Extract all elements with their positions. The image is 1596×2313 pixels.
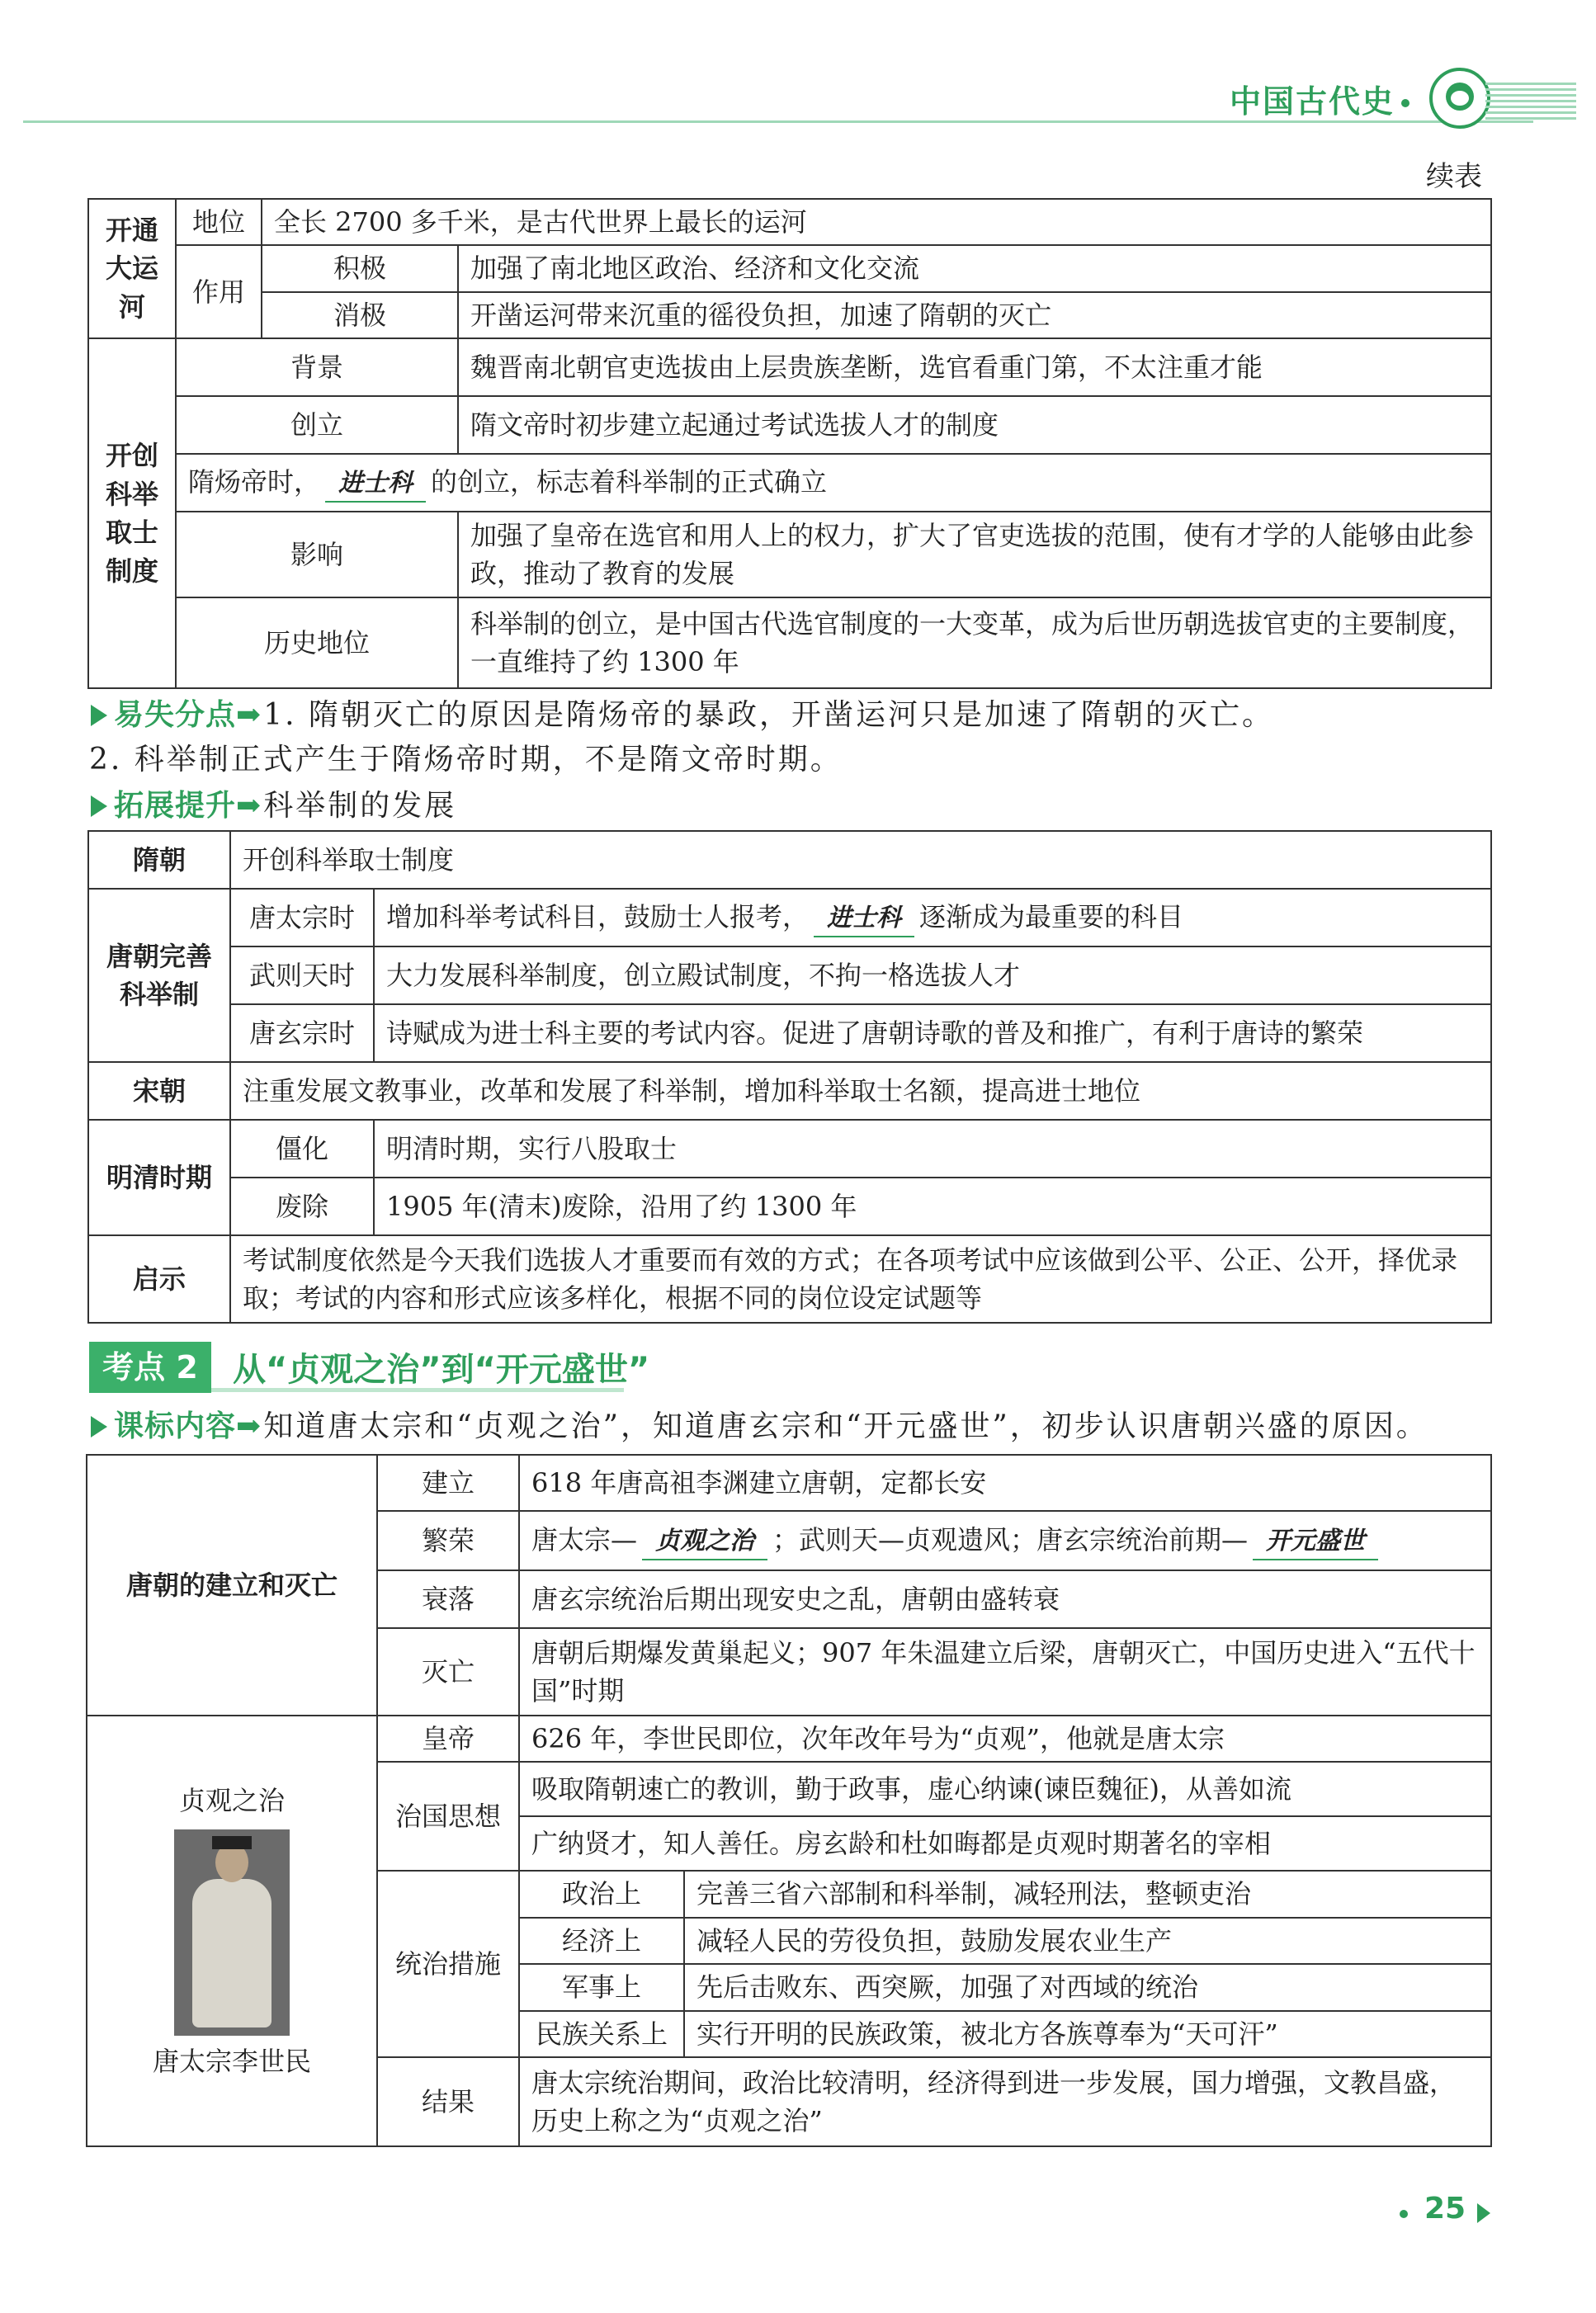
prosper-answer-2: 开元盛世 [1253,1523,1378,1561]
position-label: 地位 [176,199,262,245]
sui-text: 开创科举取士制度 [230,831,1491,889]
result-text: 唐太宗统治期间，政治比较清明，经济得到进一步发展，国力增强，文教昌盛，历史上称之为“贞观之治” [519,2057,1491,2146]
taizong-label: 唐太宗时 [230,889,374,946]
found-text: 618 年唐高祖李渊建立唐朝，定都长安 [519,1455,1491,1511]
measure-label: 统治措施 [377,1871,519,2057]
taizong-prefix: 增加科举考试科目，鼓励士人报考， [386,900,810,932]
section-title: 中国古代史 [1230,83,1395,120]
student-avatar-icon [1429,68,1490,129]
triangle-icon [91,1416,107,1437]
emperor-text: 626 年，李世民即位，次年改年号为“贞观”，他就是唐太宗 [519,1716,1491,1762]
taizong-suffix: 逐渐成为最重要的科目 [919,900,1184,932]
wuzetian-label: 武则天时 [230,946,374,1004]
politics-label: 政治上 [519,1871,684,1917]
influence-text: 加强了皇帝在选官和用人上的权力，扩大了官吏选拔的范围，使有才学的人能够由此参政，推动了教育的发展 [458,512,1491,597]
abolish-label: 废除 [230,1178,374,1235]
xuanzong-label: 唐玄宗时 [230,1004,374,1062]
mingqing-label: 明清时期 [88,1120,230,1235]
extend-tag: 拓展提升 [114,789,237,823]
portrait-caption: 唐太宗李世民 [152,2045,311,2077]
position-text: 全长 2700 多千米，是古代世界上最长的运河 [262,199,1491,245]
zhenguan-cell [87,1716,377,2146]
page-arrow-icon [1477,2203,1490,2223]
decline-label: 衰落 [377,1570,519,1628]
zhenguan-label: 贞观之治 [178,1784,285,1816]
kaodian-title: 从“贞观之治”到“开元盛世” [233,1351,650,1389]
insight-text: 考试制度依然是今天我们选拔人才重要而有效的方式；在各项考试中应该做到公平、公正、公开，择优录取；考试的内容和形式应该多样化，根据不同的岗位设定试题等 [230,1235,1491,1323]
wuzetian-text: 大力发展科举制度，创立殿试制度，不拘一格选拔人才 [374,946,1491,1004]
triangle-icon [91,795,107,817]
founding-text: 隋文帝时初步建立起通过考试选拔人才的制度 [458,396,1491,454]
prosper-mid: ；武则天—贞观遗风；唐玄宗统治前期— [772,1523,1249,1555]
exam-label: 开创科举取士制度 [88,338,176,688]
sui-table [87,198,1492,689]
background-label: 背景 [176,338,458,396]
header-stripes [1485,83,1576,120]
negative-text: 开凿运河带来沉重的徭役负担，加速了隋朝的灭亡 [458,292,1491,338]
founding-label: 创立 [176,396,458,454]
song-text: 注重发展文教事业，改革和发展了科举制，增加科举取士名额，提高进士地位 [230,1062,1491,1120]
politics-text: 完善三省六部制和科举制，减轻刑法，整顿吏治 [684,1871,1491,1917]
decline-text: 唐玄宗统治后期出现安史之乱，唐朝由盛转衰 [519,1570,1491,1628]
fall-text: 唐朝后期爆发黄巢起义；907 年朱温建立后梁，唐朝灭亡，中国历史进入“五代十国”时期 [519,1628,1491,1716]
influence-label: 影响 [176,512,458,597]
taizong-row [374,889,1491,946]
song-label: 宋朝 [88,1062,230,1120]
prosper-answer-1: 贞观之治 [642,1523,767,1561]
background-text: 魏晋南北朝官吏选拔由上层贵族垄断，选官看重门第，不太注重才能 [458,338,1491,396]
result-label: 结果 [377,2057,519,2146]
tang-label: 唐朝完善科举制 [88,889,230,1062]
taizong-answer: 进士科 [814,900,914,938]
emperor-label: 皇帝 [377,1716,519,1762]
dot-icon [1400,2210,1408,2218]
arrow-icon: ➡ [236,788,264,823]
fall-label: 灭亡 [377,1628,519,1716]
tang-table [86,1454,1492,2147]
economy-label: 经济上 [519,1918,684,1964]
positive-label: 积极 [262,245,458,291]
prosper-row [519,1511,1491,1570]
insight-label: 启示 [88,1235,230,1323]
rigid-label: 僵化 [230,1120,374,1178]
yang-prefix: 隋炀帝时， [188,465,321,498]
extend-note [91,782,456,824]
kaodian-box: 考点 2 [89,1342,211,1393]
military-text: 先后击败东、西突厥，加强了对西域的统治 [684,1964,1491,2010]
emperor-portrait [174,1829,290,2036]
mistake-tag: 易失分点 [114,698,237,732]
standard-note [91,1403,1428,1445]
abolish-text: 1905 年(清末)废除，沿用了约 1300 年 [374,1178,1491,1235]
ethnic-label: 民族关系上 [519,2011,684,2057]
arrow-icon: ➡ [236,697,264,732]
found-label: 建立 [377,1455,519,1511]
status-text: 科举制的创立，是中国古代选官制度的一大变革，成为后世历朝选拔官吏的主要制度，一直维持了约 1300 年 [458,597,1491,688]
positive-text: 加强了南北地区政治、经济和文化交流 [458,245,1491,291]
tang-founding-label: 唐朝的建立和灭亡 [87,1455,377,1716]
prosper-label: 繁荣 [377,1511,519,1570]
standard-text: 知道唐太宗和“贞观之治”，知道唐玄宗和“开元盛世”，初步认识唐朝兴盛的原因。 [263,1409,1428,1443]
rigid-text: 明清时期，实行八股取士 [374,1120,1491,1178]
page-number: 25 [1424,2192,1466,2226]
sui-label: 隋朝 [88,831,230,889]
dot-icon [1401,99,1409,107]
thought-label: 治国思想 [377,1762,519,1871]
standard-tag: 课标内容 [114,1409,237,1443]
thought-text-1: 吸取隋朝速亡的教训，勤于政事，虚心纳谏(谏臣魏征)，从善如流 [519,1762,1491,1816]
prosper-prefix: 唐太宗— [531,1523,638,1555]
economy-text: 减轻人民的劳役负担，鼓励发展农业生产 [684,1918,1491,1964]
thought-text-2: 广纳贤才，知人善任。房玄龄和杜如晦都是贞观时期著名的宰相 [519,1816,1491,1871]
mistake-note-1 [91,692,1274,734]
mistake-text-1: 1. 隋朝灭亡的原因是隋炀帝的暴政，开凿运河只是加速了隋朝的灭亡。 [263,698,1274,732]
extend-text: 科举制的发展 [263,789,457,823]
negative-label: 消极 [262,292,458,338]
xuanzong-text: 诗赋成为进士科主要的考试内容。促进了唐朝诗歌的普及和推广，有利于唐诗的繁荣 [374,1004,1491,1062]
ethnic-text: 实行开明的民族政策，被北方各族尊奉为“天可汗” [684,2011,1491,2057]
status-label: 历史地位 [176,597,458,688]
yang-suffix: 的创立，标志着科举制的正式确立 [431,465,828,498]
canal-label: 开通大运河 [88,199,176,338]
triangle-icon [91,705,107,726]
exam-development-table [87,830,1492,1324]
yang-answer: 进士科 [325,465,426,503]
yang-row [176,454,1491,512]
mistake-text-2: 2. 科举制正式产生于隋炀帝时期，不是隋文帝时期。 [89,743,843,777]
arrow-icon: ➡ [236,1409,264,1443]
military-label: 军事上 [519,1964,684,2010]
effect-label: 作用 [176,245,262,338]
continued-label: 续表 [1426,160,1482,193]
